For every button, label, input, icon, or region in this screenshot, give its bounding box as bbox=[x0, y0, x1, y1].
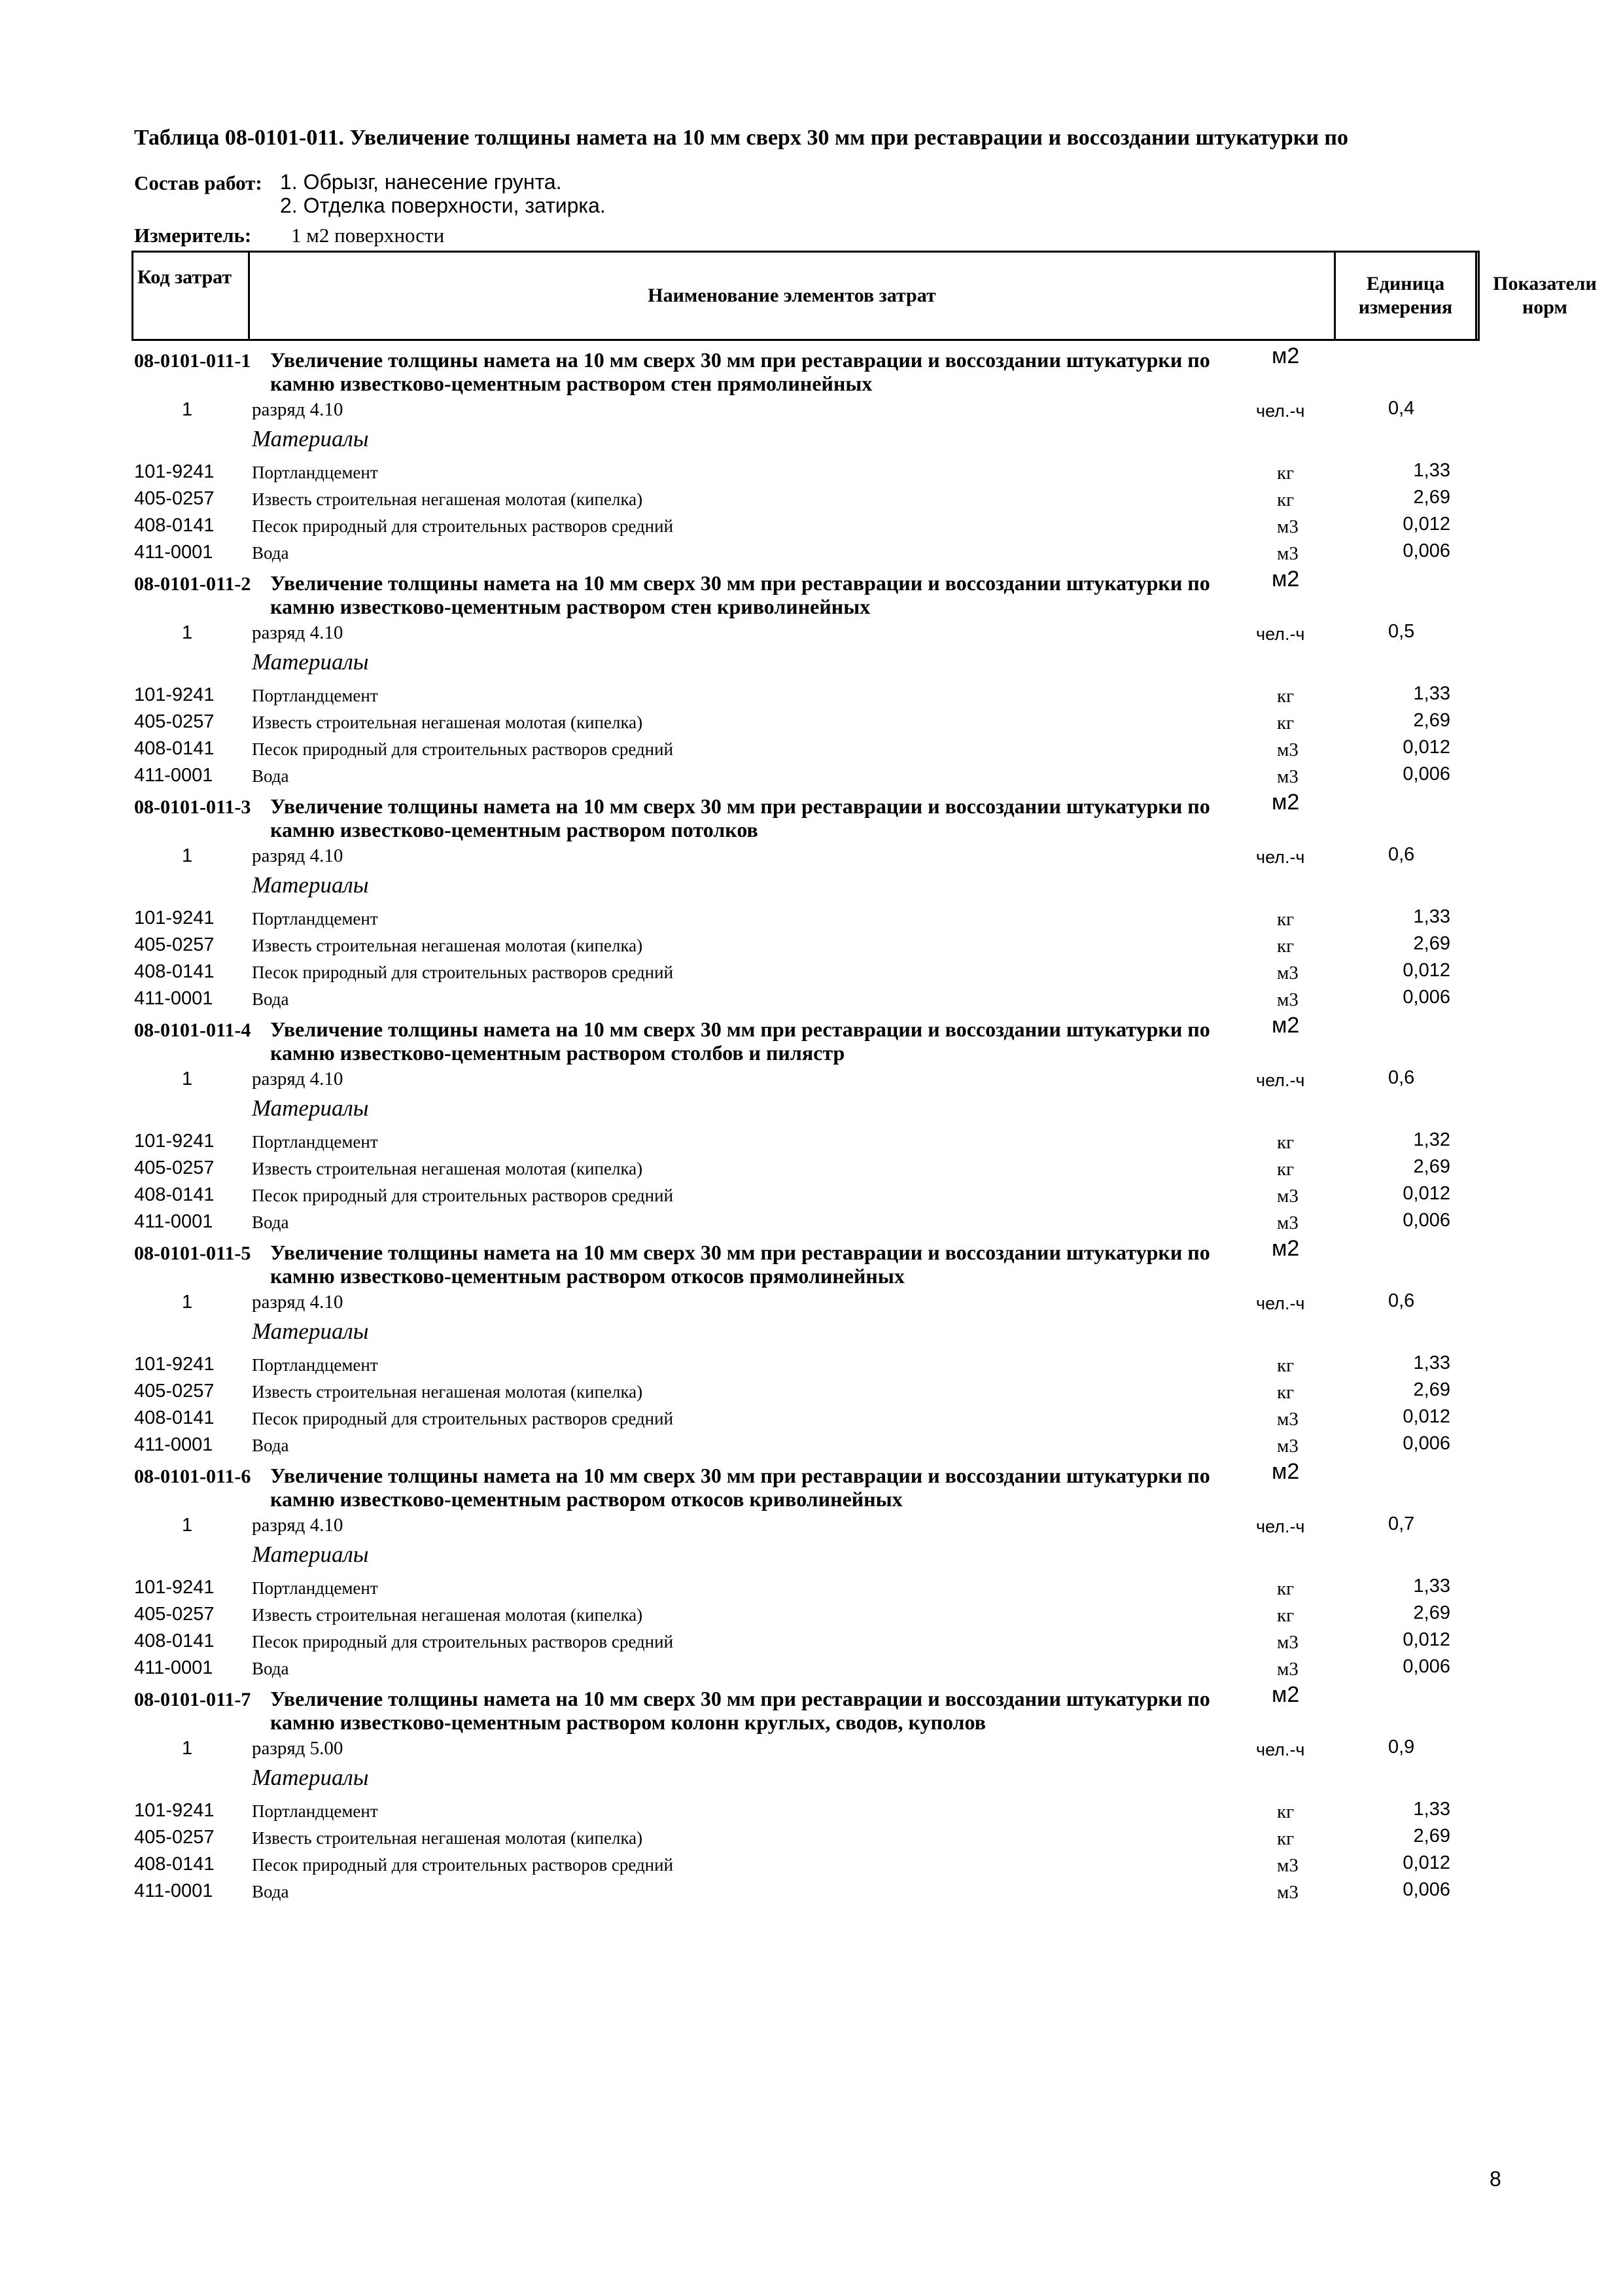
material-code: 411-0001 bbox=[134, 765, 213, 786]
materials-heading: Материалы bbox=[252, 872, 369, 898]
material-value: 1,33 bbox=[1413, 1799, 1450, 1820]
norm-title: Увеличение толщины намета на 10 мм сверх 30 мм при реставрации и воссоздании штукатурки по bbox=[270, 571, 1210, 595]
material-code: 405-0257 bbox=[134, 1157, 215, 1178]
material-value: 2,69 bbox=[1413, 710, 1450, 731]
labor-value: 0,6 bbox=[1388, 1067, 1415, 1088]
material-value: 0,006 bbox=[1403, 987, 1450, 1008]
norm-unit: м2 bbox=[1272, 1459, 1300, 1484]
material-name: Песок природный для строительных растворов средний bbox=[252, 516, 674, 536]
material-name: Портландцемент bbox=[252, 1578, 378, 1598]
meter-label: Измеритель: bbox=[134, 224, 252, 247]
norm-block bbox=[0, 1229, 1623, 1457]
material-name: Известь строительная негашеная молотая (кипелка) bbox=[252, 713, 643, 732]
table-title: Таблица 08-0101-011. Увеличение толщины намета на 10 мм сверх 30 мм при реставрации и воссоздании штукатурки по bbox=[134, 126, 1349, 150]
material-name: Вода bbox=[252, 1212, 289, 1232]
material-code: 411-0001 bbox=[134, 1657, 213, 1678]
material-value: 1,33 bbox=[1413, 1352, 1450, 1373]
labor-rank: разряд 4.10 bbox=[252, 399, 343, 420]
norm-title: камню известково-цементным раствором откосов прямолинейных bbox=[270, 1264, 905, 1288]
labor-unit: чел.-ч bbox=[1256, 1294, 1305, 1313]
material-unit: кг bbox=[1277, 1132, 1294, 1153]
material-unit: кг bbox=[1277, 909, 1294, 930]
norm-title: камню известково-цементным раствором откосов криволинейных bbox=[270, 1487, 903, 1511]
meter-value: 1 м2 поверхности bbox=[291, 224, 445, 247]
work-composition-label: Состав работ: bbox=[134, 171, 262, 194]
material-unit: кг bbox=[1277, 1578, 1294, 1599]
material-value: 0,012 bbox=[1403, 1183, 1450, 1204]
work-composition-item: 2. Отделка поверхности, затирка. bbox=[280, 194, 606, 217]
material-code: 405-0257 bbox=[134, 934, 215, 955]
material-name: Известь строительная негашеная молотая (кипелка) bbox=[252, 1382, 643, 1402]
material-value: 1,33 bbox=[1413, 683, 1450, 704]
material-value: 1,32 bbox=[1413, 1129, 1450, 1150]
norm-code: 08-0101-011-4 bbox=[134, 1019, 251, 1041]
material-value: 0,006 bbox=[1403, 1879, 1450, 1900]
material-value: 0,012 bbox=[1403, 514, 1450, 535]
material-code: 101-9241 bbox=[134, 1354, 215, 1375]
material-name: Вода bbox=[252, 989, 289, 1009]
material-code: 408-0141 bbox=[134, 1631, 215, 1651]
labor-unit: чел.-ч bbox=[1256, 401, 1305, 421]
material-code: 408-0141 bbox=[134, 1407, 215, 1428]
norm-code: 08-0101-011-3 bbox=[134, 796, 251, 818]
norm-unit: м2 bbox=[1272, 790, 1300, 815]
material-unit: м3 bbox=[1277, 1212, 1299, 1233]
materials-heading: Материалы bbox=[252, 1542, 369, 1567]
material-code: 405-0257 bbox=[134, 1381, 215, 1402]
labor-value: 0,4 bbox=[1388, 398, 1415, 419]
material-unit: м3 bbox=[1277, 989, 1299, 1010]
labor-number: 1 bbox=[182, 399, 193, 420]
material-unit: м3 bbox=[1277, 516, 1299, 537]
norm-title: Увеличение толщины намета на 10 мм сверх 30 мм при реставрации и воссоздании штукатурки по bbox=[270, 1464, 1210, 1487]
labor-unit: чел.-ч bbox=[1256, 1740, 1305, 1759]
material-value: 2,69 bbox=[1413, 1602, 1450, 1623]
material-unit: кг bbox=[1277, 1382, 1294, 1403]
material-name: Известь строительная негашеная молотая (кипелка) bbox=[252, 489, 643, 509]
material-code: 411-0001 bbox=[134, 1434, 213, 1455]
work-composition-item: 1. Обрызг, нанесение грунта. bbox=[280, 170, 562, 194]
material-value: 0,012 bbox=[1403, 960, 1450, 981]
material-name: Известь строительная негашеная молотая (кипелка) bbox=[252, 1605, 643, 1625]
material-value: 2,69 bbox=[1413, 1156, 1450, 1177]
material-unit: м3 bbox=[1277, 1855, 1299, 1876]
labor-value: 0,7 bbox=[1388, 1513, 1415, 1534]
material-name: Песок природный для строительных растворов средний bbox=[252, 1632, 674, 1651]
material-name: Известь строительная негашеная молотая (кипелка) bbox=[252, 936, 643, 955]
material-name: Известь строительная негашеная молотая (кипелка) bbox=[252, 1828, 643, 1848]
material-name: Портландцемент bbox=[252, 1132, 378, 1152]
material-unit: м3 bbox=[1277, 963, 1299, 983]
material-value: 0,012 bbox=[1403, 1406, 1450, 1427]
norm-block bbox=[0, 1676, 1623, 1903]
header-code: Код затрат bbox=[133, 253, 250, 339]
header-norm-line: норм bbox=[1522, 296, 1567, 318]
material-value: 2,69 bbox=[1413, 933, 1450, 954]
labor-rank: разряд 5.00 bbox=[252, 1738, 343, 1759]
labor-number: 1 bbox=[182, 1738, 193, 1759]
material-unit: м3 bbox=[1277, 1186, 1299, 1207]
material-unit: кг bbox=[1277, 936, 1294, 957]
material-unit: кг bbox=[1277, 1828, 1294, 1849]
material-value: 0,006 bbox=[1403, 1433, 1450, 1454]
material-code: 101-9241 bbox=[134, 1800, 215, 1821]
labor-value: 0,6 bbox=[1388, 1290, 1415, 1311]
norm-title: камню известково-цементным раствором потолков bbox=[270, 818, 758, 841]
norm-code: 08-0101-011-7 bbox=[134, 1689, 251, 1710]
labor-rank: разряд 4.10 bbox=[252, 1515, 343, 1536]
material-code: 411-0001 bbox=[134, 1211, 213, 1232]
material-value: 0,006 bbox=[1403, 764, 1450, 785]
norm-block bbox=[0, 337, 1623, 564]
norm-title: Увеличение толщины намета на 10 мм сверх 30 мм при реставрации и воссоздании штукатурки по bbox=[270, 1241, 1210, 1264]
header-unit-line: измерения bbox=[1358, 296, 1453, 318]
material-unit: м3 bbox=[1277, 1436, 1299, 1457]
norm-unit: м2 bbox=[1272, 1013, 1300, 1038]
material-value: 0,012 bbox=[1403, 1852, 1450, 1873]
labor-value: 0,6 bbox=[1388, 844, 1415, 865]
material-value: 1,33 bbox=[1413, 1576, 1450, 1597]
labor-unit: чел.-ч bbox=[1256, 1070, 1305, 1090]
material-code: 101-9241 bbox=[134, 461, 215, 482]
labor-rank: разряд 4.10 bbox=[252, 622, 343, 643]
materials-heading: Материалы bbox=[252, 649, 369, 675]
material-name: Известь строительная негашеная молотая (кипелка) bbox=[252, 1159, 643, 1178]
material-value: 0,012 bbox=[1403, 1629, 1450, 1650]
material-name: Портландцемент bbox=[252, 1801, 378, 1821]
labor-unit: чел.-ч bbox=[1256, 847, 1305, 867]
material-code: 101-9241 bbox=[134, 908, 215, 928]
material-code: 411-0001 bbox=[134, 988, 213, 1009]
material-unit: м3 bbox=[1277, 739, 1299, 760]
material-code: 408-0141 bbox=[134, 1854, 215, 1875]
material-unit: кг bbox=[1277, 1605, 1294, 1626]
norm-block bbox=[0, 560, 1623, 787]
material-code: 408-0141 bbox=[134, 1184, 215, 1205]
material-code: 411-0001 bbox=[134, 542, 213, 563]
material-unit: м3 bbox=[1277, 1632, 1299, 1653]
material-code: 405-0257 bbox=[134, 488, 215, 509]
norm-code: 08-0101-011-6 bbox=[134, 1466, 251, 1487]
material-name: Вода bbox=[252, 1882, 289, 1901]
norm-title: Увеличение толщины намета на 10 мм сверх 30 мм при реставрации и воссоздании штукатурки по bbox=[270, 1687, 1210, 1710]
material-name: Портландцемент bbox=[252, 909, 378, 928]
norm-title: камню известково-цементным раствором колонн круглых, сводов, куполов bbox=[270, 1710, 986, 1734]
material-code: 101-9241 bbox=[134, 1131, 215, 1152]
material-value: 0,006 bbox=[1403, 1210, 1450, 1231]
material-name: Песок природный для строительных растворов средний bbox=[252, 1409, 674, 1428]
material-code: 408-0141 bbox=[134, 961, 215, 982]
labor-unit: чел.-ч bbox=[1256, 624, 1305, 644]
material-unit: кг bbox=[1277, 1801, 1294, 1822]
labor-number: 1 bbox=[182, 845, 193, 866]
material-name: Песок природный для строительных растворов средний bbox=[252, 1186, 674, 1205]
material-value: 2,69 bbox=[1413, 1379, 1450, 1400]
labor-number: 1 bbox=[182, 1292, 193, 1313]
norm-block bbox=[0, 783, 1623, 1010]
labor-number: 1 bbox=[182, 1069, 193, 1089]
material-value: 1,33 bbox=[1413, 460, 1450, 481]
labor-unit: чел.-ч bbox=[1256, 1517, 1305, 1536]
norm-unit: м2 bbox=[1272, 1682, 1300, 1707]
material-value: 1,33 bbox=[1413, 906, 1450, 927]
material-name: Портландцемент bbox=[252, 463, 378, 482]
material-unit: кг bbox=[1277, 1159, 1294, 1180]
materials-heading: Материалы bbox=[252, 1318, 369, 1344]
norm-title: Увеличение толщины намета на 10 мм сверх 30 мм при реставрации и воссоздании штукатурки по bbox=[270, 1017, 1210, 1041]
material-code: 411-0001 bbox=[134, 1881, 213, 1901]
material-name: Вода bbox=[252, 543, 289, 563]
labor-value: 0,5 bbox=[1388, 621, 1415, 642]
material-value: 0,006 bbox=[1403, 1656, 1450, 1677]
labor-rank: разряд 4.10 bbox=[252, 1069, 343, 1089]
header-unit-line: Единица bbox=[1366, 273, 1445, 294]
material-unit: м3 bbox=[1277, 766, 1299, 787]
material-code: 408-0141 bbox=[134, 738, 215, 759]
material-unit: м3 bbox=[1277, 1409, 1299, 1430]
labor-rank: разряд 4.10 bbox=[252, 1292, 343, 1313]
material-code: 405-0257 bbox=[134, 1827, 215, 1848]
material-unit: кг bbox=[1277, 686, 1294, 707]
material-code: 408-0141 bbox=[134, 515, 215, 536]
norm-code: 08-0101-011-5 bbox=[134, 1243, 251, 1264]
material-code: 101-9241 bbox=[134, 1577, 215, 1598]
material-unit: м3 bbox=[1277, 1659, 1299, 1680]
material-unit: м3 bbox=[1277, 1882, 1299, 1903]
material-name: Песок природный для строительных растворов средний bbox=[252, 963, 674, 982]
material-value: 0,006 bbox=[1403, 540, 1450, 561]
material-unit: кг bbox=[1277, 489, 1294, 510]
material-name: Портландцемент bbox=[252, 1355, 378, 1375]
material-unit: кг bbox=[1277, 1355, 1294, 1376]
material-code: 101-9241 bbox=[134, 684, 215, 705]
material-value: 0,012 bbox=[1403, 737, 1450, 758]
norm-title: камню известково-цементным раствором столбов и пилястр bbox=[270, 1041, 845, 1065]
material-name: Песок природный для строительных растворов средний bbox=[252, 739, 674, 759]
labor-number: 1 bbox=[182, 1515, 193, 1536]
norm-title: камню известково-цементным раствором стен криволинейных bbox=[270, 595, 871, 618]
material-value: 2,69 bbox=[1413, 487, 1450, 508]
norm-unit: м2 bbox=[1272, 1236, 1300, 1261]
header-norm-line: Показатели bbox=[1493, 273, 1597, 294]
norm-code: 08-0101-011-2 bbox=[134, 573, 251, 595]
norm-title: Увеличение толщины намета на 10 мм сверх 30 мм при реставрации и воссоздании штукатурки по bbox=[270, 794, 1210, 818]
material-name: Вода bbox=[252, 766, 289, 786]
material-unit: м3 bbox=[1277, 543, 1299, 564]
material-name: Вода bbox=[252, 1659, 289, 1678]
material-name: Портландцемент bbox=[252, 686, 378, 705]
norm-block bbox=[0, 1453, 1623, 1680]
material-name: Песок природный для строительных растворов средний bbox=[252, 1855, 674, 1875]
materials-heading: Материалы bbox=[252, 426, 369, 451]
material-code: 405-0257 bbox=[134, 711, 215, 732]
material-name: Вода bbox=[252, 1436, 289, 1455]
material-value: 2,69 bbox=[1413, 1826, 1450, 1846]
header-name: Наименование элементов затрат bbox=[250, 253, 1336, 339]
material-unit: кг bbox=[1277, 713, 1294, 733]
norm-code: 08-0101-011-1 bbox=[134, 350, 251, 372]
norm-title: камню известково-цементным раствором стен прямолинейных bbox=[270, 372, 873, 395]
norm-title: Увеличение толщины намета на 10 мм сверх 30 мм при реставрации и воссоздании штукатурки по bbox=[270, 348, 1210, 372]
labor-value: 0,9 bbox=[1388, 1737, 1415, 1757]
norm-unit: м2 bbox=[1272, 567, 1300, 592]
materials-heading: Материалы bbox=[252, 1765, 369, 1790]
norm-unit: м2 bbox=[1272, 344, 1300, 368]
labor-number: 1 bbox=[182, 622, 193, 643]
material-code: 405-0257 bbox=[134, 1604, 215, 1625]
material-unit: кг bbox=[1277, 463, 1294, 484]
labor-rank: разряд 4.10 bbox=[252, 845, 343, 866]
norm-block bbox=[0, 1006, 1623, 1233]
materials-heading: Материалы bbox=[252, 1095, 369, 1121]
page-number: 8 bbox=[1490, 2167, 1501, 2191]
